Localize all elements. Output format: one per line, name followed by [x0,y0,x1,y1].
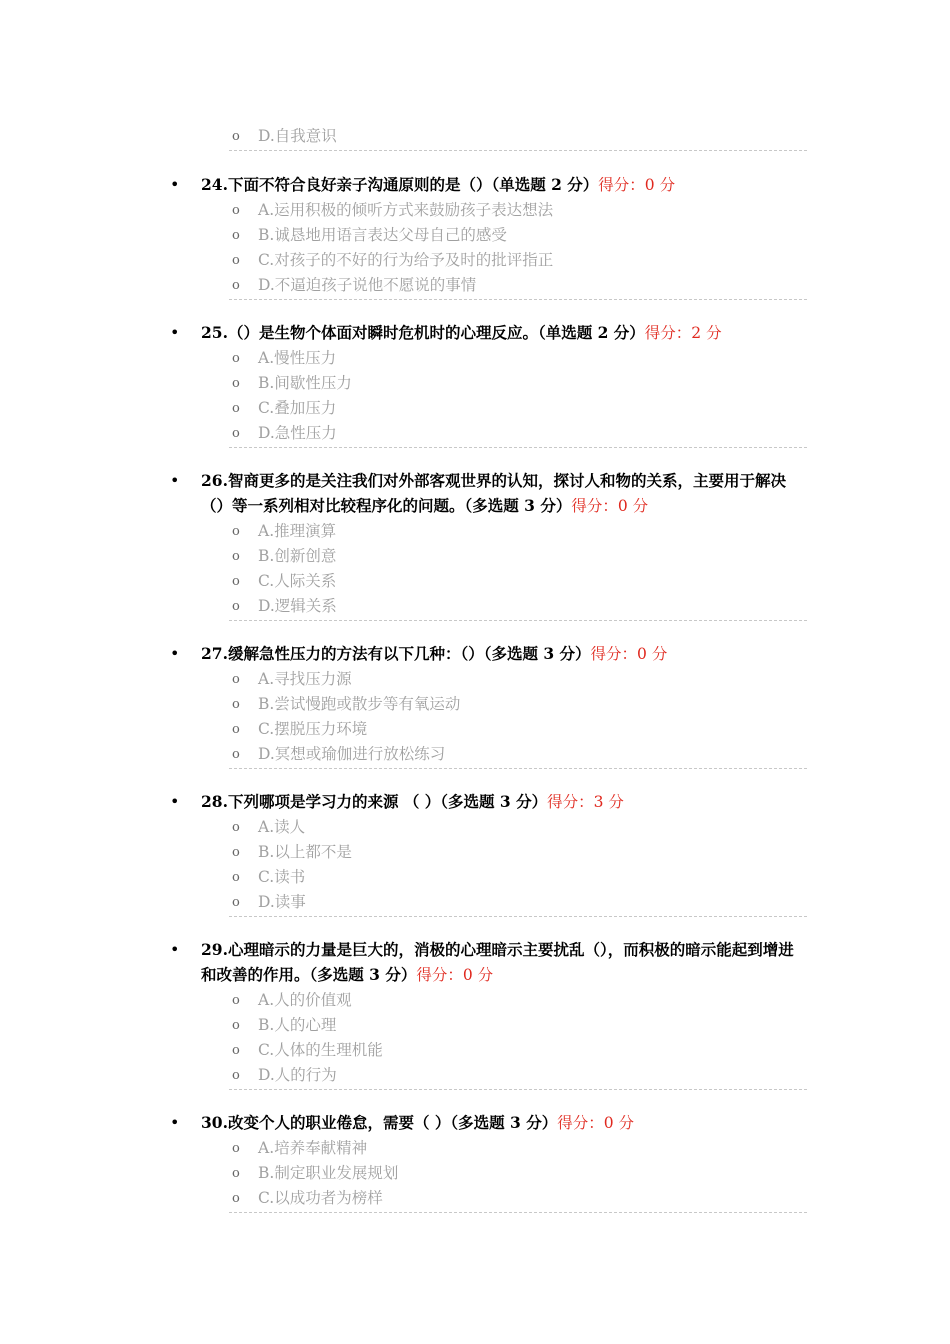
option-item [0,198,950,223]
option-text: B.以上都不是 [258,843,352,861]
question-26 [0,468,950,621]
option-item [0,544,950,569]
option-text: A.运用积极的倾听方式来鼓励孩子表达想法 [258,201,554,219]
option-item [0,346,950,371]
question-score: 得分：0 分 [571,497,649,515]
option-item [0,124,950,149]
option-text: C.叠加压力 [258,399,337,417]
option-text: B.尝试慢跑或散步等有氧运动 [258,695,461,713]
options-list [0,815,950,915]
option-text: B.制定职业发展规划 [258,1164,399,1182]
bullet-icon: • [170,940,180,959]
question-score: 得分：0 分 [416,966,494,984]
bullet-icon: • [170,644,180,663]
hollow-bullet-icon: o [232,722,240,737]
hollow-bullet-icon: o [232,697,240,712]
question-type: （多选题 3 分） [483,644,591,663]
question-type: （多选题 3 分） [464,496,572,515]
option-item [0,717,950,742]
hollow-bullet-icon: o [232,845,240,860]
option-item [0,1161,950,1186]
option-text: A.慢性压力 [258,349,337,367]
dashed-divider [229,768,807,769]
bullet-icon: • [170,792,180,811]
question-header [0,1110,807,1136]
hollow-bullet-icon: o [232,1191,240,1206]
option-item [0,248,950,273]
hollow-bullet-icon: o [232,228,240,243]
hollow-bullet-icon: o [232,278,240,293]
hollow-bullet-icon: o [232,203,240,218]
option-text: D.急性压力 [258,424,337,442]
option-text: B.创新创意 [258,547,337,565]
question-type: （单选题 2 分） [537,323,645,342]
option-text: D.逻辑关系 [258,597,337,615]
option-text: D.人的行为 [258,1066,337,1084]
question-29 [0,937,950,1090]
option-text: A.人的价值观 [258,991,352,1009]
option-text: B.诚恳地用语言表达父母自己的感受 [258,226,507,244]
hollow-bullet-icon: o [232,376,240,391]
dashed-divider [229,299,807,300]
hollow-bullet-icon: o [232,870,240,885]
question-header [0,641,807,667]
option-text: A.寻找压力源 [258,670,352,688]
hollow-bullet-icon: o [232,1018,240,1033]
option-text: C.人体的生理机能 [258,1041,383,1059]
bullet-icon: • [170,1113,180,1132]
option-item [0,865,950,890]
option-item [0,421,950,446]
hollow-bullet-icon: o [232,599,240,614]
hollow-bullet-icon: o [232,747,240,762]
question-text: 25.（）是生物个体面对瞬时危机时的心理反应。 [201,323,538,342]
option-text: A.读人 [258,818,306,836]
option-item [0,519,950,544]
question-30 [0,1110,950,1213]
option-item [0,569,950,594]
option-text: C.人际关系 [258,572,337,590]
question-28 [0,789,950,917]
question-score: 得分：3 分 [547,793,624,811]
option-item [0,1136,950,1161]
hollow-bullet-icon: o [232,1141,240,1156]
previous-question-tail [0,124,950,151]
question-text: 26.智商更多的是关注我们对外部客观世界的认知，探讨人和物的关系，主要用于解决（）等一系列相对比较程序化的问题。 [201,471,786,515]
question-text: 24.下面不符合良好亲子沟通原则的是（） [201,175,492,194]
question-text: 28.下列哪项是学习力的来源 （ ） [201,792,441,811]
bullet-icon: • [170,471,180,490]
hollow-bullet-icon: o [232,129,240,144]
hollow-bullet-icon: o [232,820,240,835]
dashed-divider [229,1089,807,1090]
question-27 [0,641,950,769]
bullet-icon: • [170,175,180,194]
question-header [0,172,807,198]
question-header [0,468,807,519]
question-score: 得分：0 分 [557,1114,634,1132]
question-header [0,937,807,988]
options-list [0,346,950,446]
option-item [0,1186,950,1211]
option-item [0,594,950,619]
option-item [0,840,950,865]
dashed-divider [229,150,807,151]
options-list [0,519,950,619]
dashed-divider [229,1212,807,1213]
hollow-bullet-icon: o [232,1043,240,1058]
hollow-bullet-icon: o [232,672,240,687]
hollow-bullet-icon: o [232,524,240,539]
option-item [0,1013,950,1038]
option-text: A.推理演算 [258,522,337,540]
options-list [0,198,950,298]
option-item [0,1038,950,1063]
dashed-divider [229,620,807,621]
question-header [0,320,807,346]
option-item [0,667,950,692]
option-item [0,988,950,1013]
option-text: C.摆脱压力环境 [258,720,368,738]
question-type: （单选题 2 分） [491,175,599,194]
option-text: B.人的心理 [258,1016,337,1034]
dashed-divider [229,916,807,917]
option-text: D.冥想或瑜伽进行放松练习 [258,745,446,763]
option-text: C.读书 [258,868,306,886]
dashed-divider [229,447,807,448]
hollow-bullet-icon: o [232,895,240,910]
question-text: 30.改变个人的职业倦怠，需要（ ） [201,1113,451,1132]
option-item [0,371,950,396]
question-text: 29.心理暗示的力量是巨大的，消极的心理暗示主要扰乱（），而积极的暗示能起到增进和改善的作用。 [201,940,794,984]
question-score: 得分：2 分 [644,324,722,342]
question-score: 得分：0 分 [590,645,668,663]
option-text: B.间歇性压力 [258,374,352,392]
options-list [0,667,950,767]
hollow-bullet-icon: o [232,549,240,564]
hollow-bullet-icon: o [232,574,240,589]
options-list [0,988,950,1088]
option-text: D.读事 [258,893,306,911]
option-text: C.对孩子的不好的行为给予及时的批评指正 [258,251,554,269]
question-type: （多选题 3 分） [450,1113,558,1132]
option-item [0,1063,950,1088]
hollow-bullet-icon: o [232,351,240,366]
bullet-icon: • [170,323,180,342]
options-list [0,1136,950,1211]
option-item [0,815,950,840]
question-25 [0,320,950,448]
option-text: A.培养奉献精神 [258,1139,368,1157]
question-header [0,789,807,815]
option-item [0,273,950,298]
question-type: （多选题 3 分） [309,965,417,984]
question-24 [0,172,950,300]
option-item [0,890,950,915]
hollow-bullet-icon: o [232,1166,240,1181]
question-text: 27.缓解急性压力的方法有以下几种：（） [201,644,484,663]
hollow-bullet-icon: o [232,401,240,416]
option-text: D.不逼迫孩子说他不愿说的事情 [258,276,477,294]
hollow-bullet-icon: o [232,1068,240,1083]
question-type: （多选题 3 分） [440,792,548,811]
hollow-bullet-icon: o [232,993,240,1008]
option-item [0,223,950,248]
option-text: C.以成功者为榜样 [258,1189,383,1207]
question-score: 得分：0 分 [598,176,676,194]
option-item [0,396,950,421]
option-item [0,692,950,717]
hollow-bullet-icon: o [232,253,240,268]
option-item [0,742,950,767]
option-text: D.自我意识 [258,127,337,145]
hollow-bullet-icon: o [232,426,240,441]
